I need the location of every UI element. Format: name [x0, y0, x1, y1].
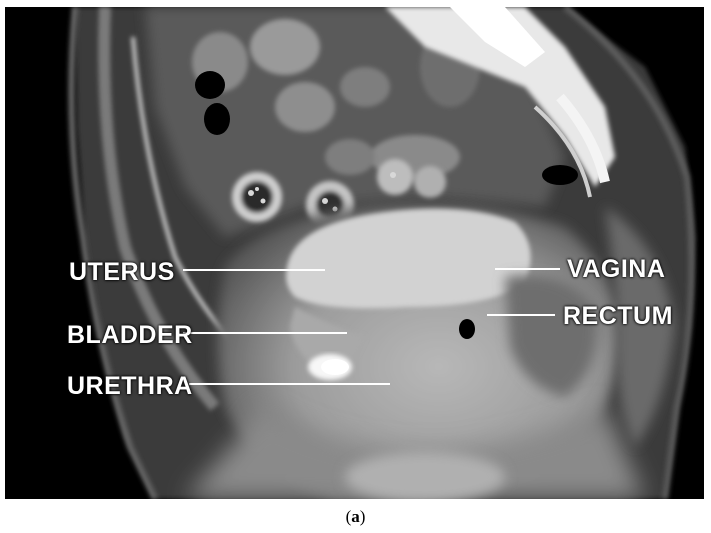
caption-close-paren: ) — [359, 507, 366, 526]
caption-open-paren: ( — [345, 507, 352, 526]
uterus-label: UTERUS — [69, 258, 175, 286]
urethra-label: URETHRA — [67, 372, 193, 400]
ct-scan-figure — [5, 7, 704, 499]
caption-letter: a — [351, 507, 360, 526]
vagina-label: VAGINA — [567, 255, 666, 283]
ct-scan-image — [5, 7, 704, 499]
rectum-label: RECTUM — [563, 302, 673, 330]
bladder-label: BLADDER — [67, 321, 193, 349]
figure-caption — [0, 507, 711, 527]
